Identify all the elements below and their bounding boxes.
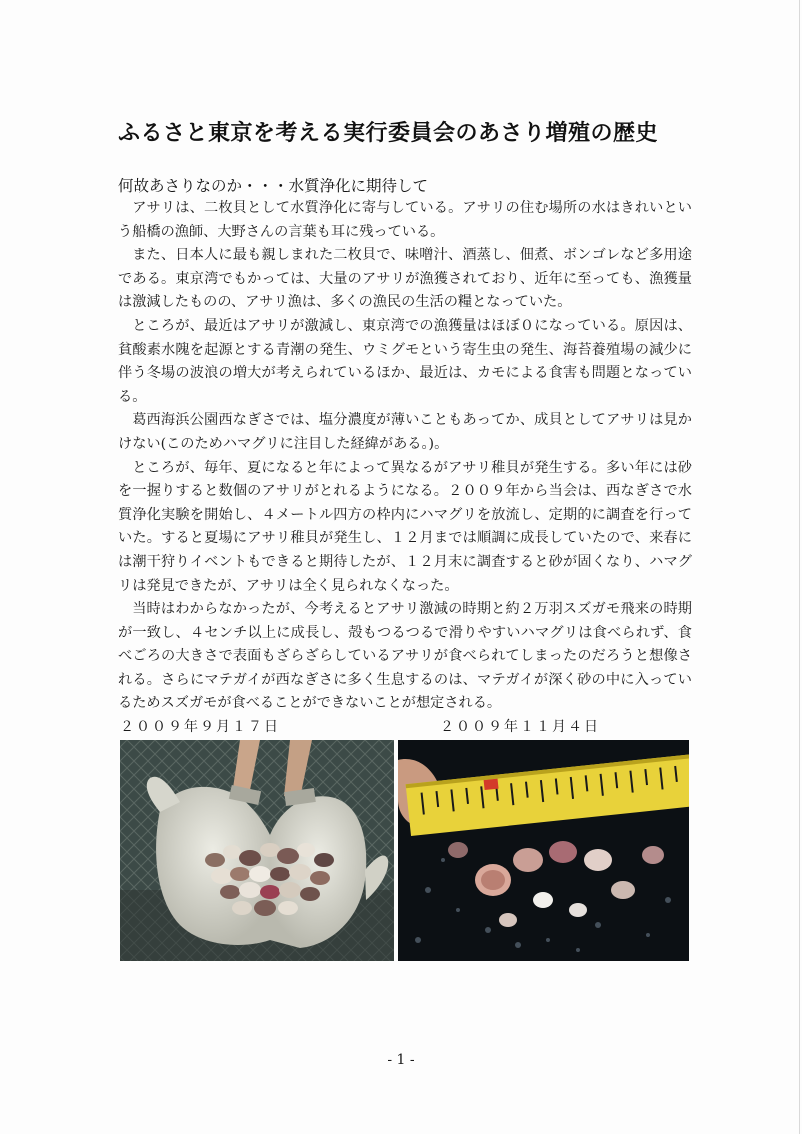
- scan-edge-line: [799, 0, 800, 1134]
- photo-clams-with-ruler: [398, 740, 689, 961]
- photo-hands-holding-clams: [120, 740, 394, 961]
- page-number: - 1 -: [387, 1052, 415, 1068]
- document-title: ふるさと東京を考える実行委員会のあさり増殖の歴史: [118, 121, 659, 146]
- paragraph: 葛西海浜公園西なぎさでは、塩分濃度が薄いこともあってか、成貝としてアサリは見かけない(このためハマグリに注目した経緯がある。)。: [118, 412, 692, 452]
- paragraph: ところが、毎年、夏になると年によって異なるがアサリ稚貝が発生する。多い年には砂を一握りすると数個のアサリがとれるようになる。２００９年から当会は、西なぎさで水質浄化実験を開始し、４メートル四方の枠内にハマグリを放流し、定期的に調査を行っていた。すると夏場にアサリ稚貝が発生し、１２月までは順調に成長していたので、来春には潮干狩りイベントもできると期待したが、１２月末に調査すると砂が固くなり、ハマグリは発見できたが、アサリは全く見られなくなった。: [118, 459, 692, 594]
- section-subtitle: 何故あさりなのか・・・水質浄化に期待して: [118, 177, 429, 195]
- hands-clams-illustration: [120, 740, 394, 961]
- clams-ruler-illustration: [398, 740, 689, 961]
- paragraph: ところが、最近はアサリが激減し、東京湾での漁獲量はほぼ０になっている。原因は、貧酸素水隗を起源とする青潮の発生、ウミグモという寄生虫の発生、海苔養殖場の減少に伴う冬場の波浪の増大が考えられているほか、最近は、カモによる食害も問題となっている。: [118, 317, 692, 405]
- photo-date-left: ２００９年９月１７日: [120, 719, 280, 735]
- photo-date-right: ２００９年１１月４日: [440, 719, 600, 735]
- body-text: [118, 197, 692, 716]
- paragraph: アサリは、二枚貝として水質浄化に寄与している。アサリの住む場所の水はきれいという船橋の漁師、大野さんの言葉も耳に残っている。: [118, 200, 692, 240]
- paragraph: また、日本人に最も親しまれた二枚貝で、味噌汁、酒蒸し、佃煮、ボンゴレなど多用途である。東京湾でもかっては、大量のアサリが漁獲されており、近年に至っても、漁獲量は激減したものの、アサリ漁は、多くの漁民の生活の糧となっていた。: [118, 247, 692, 311]
- paragraph: 当時はわからなかったが、今考えるとアサリ激減の時期と約２万羽スズガモ飛来の時期が一致し、４センチ以上に成長し、殻もつるつるで滑りやすいハマグリは食べられず、食べごろの大きさで表面もざらざらしているアサリが食べられてしまったのだろうと想像される。さらにマテガイが西なぎさに多く生息するのは、マテガイが深く砂の中に入っているためスズガモが食べることができないことが想定される。: [118, 601, 692, 712]
